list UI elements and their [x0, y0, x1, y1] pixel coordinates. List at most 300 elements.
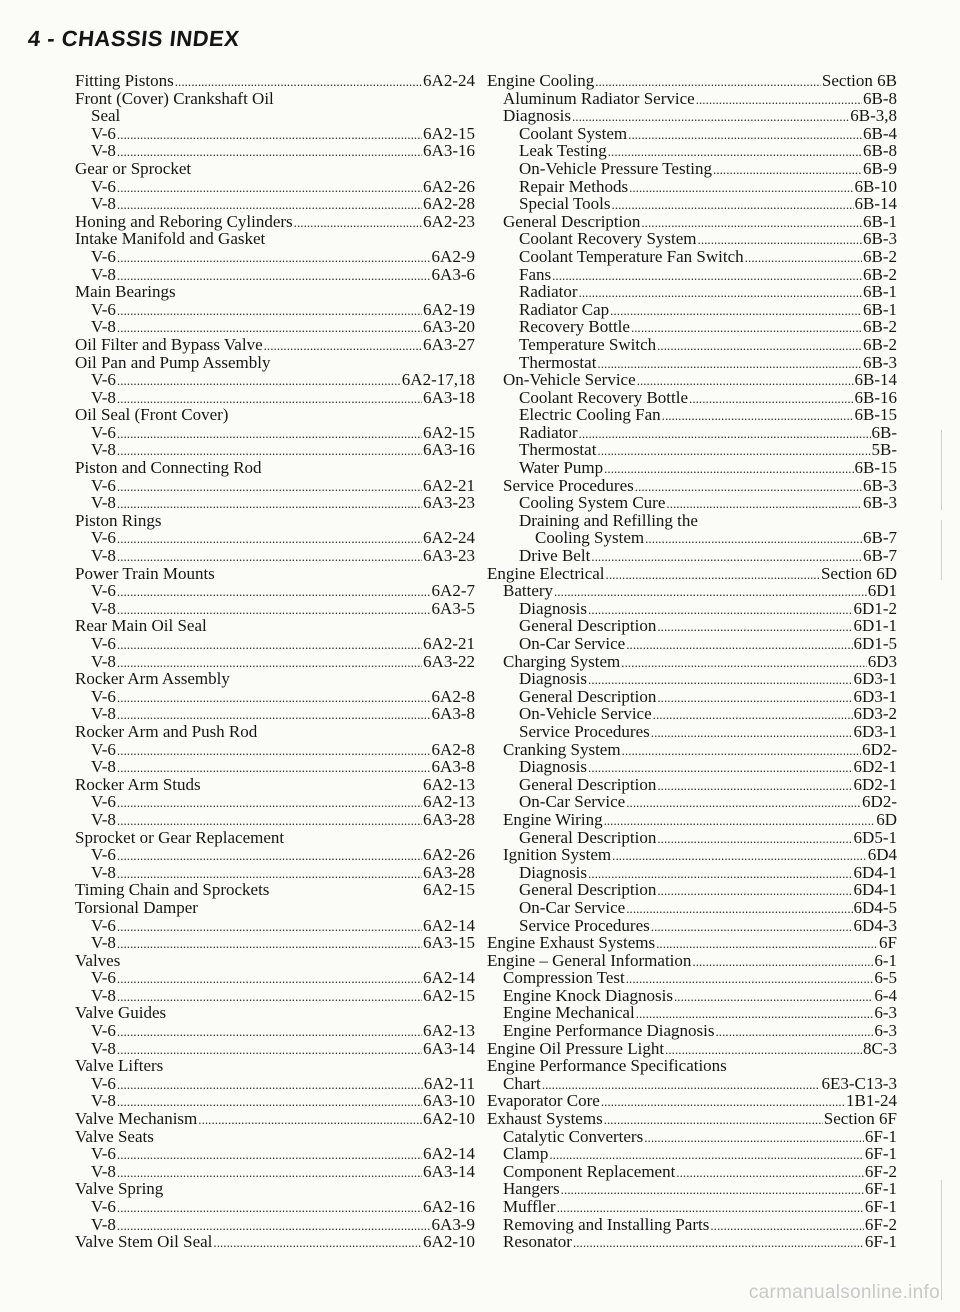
entry-label: Rocker Arm Assembly: [75, 669, 230, 689]
entry-page-ref: 6A2-13: [423, 774, 475, 794]
entry-label: Engine Performance Diagnosis: [503, 1021, 715, 1041]
entry-page-ref: 6F-2: [864, 1214, 897, 1234]
scan-edge-line: [941, 1180, 942, 1300]
entry-label: V-6: [91, 1197, 116, 1216]
entry-page-ref: Section 6D: [820, 563, 897, 583]
entry-label: Engine Oil Pressure Light: [487, 1038, 665, 1058]
index-entry: [487, 864, 897, 882]
entry-page-ref: 6A2-16: [423, 1197, 475, 1216]
dot-leader: [213, 1234, 422, 1252]
entry-label: Component Replacement: [503, 1161, 676, 1181]
entry-label: V-8: [91, 757, 116, 777]
entry-label: Valves: [75, 950, 121, 970]
index-entry: [75, 1004, 475, 1022]
index-entry: [75, 195, 475, 213]
entry-label: Radiator: [519, 282, 578, 302]
entry-label: Gear or Sprocket: [75, 158, 192, 178]
index-entry: [75, 529, 475, 547]
index-entry: [75, 1180, 475, 1198]
index-entry: [487, 441, 897, 459]
entry-label: General Description: [503, 211, 641, 231]
entry-label: V-6: [91, 176, 116, 196]
entry-page-ref: 6B-2: [863, 264, 897, 284]
entry-label: V-6: [91, 968, 116, 988]
index-column-right: [487, 72, 897, 1251]
index-entry: [75, 459, 475, 477]
index-entry: [487, 723, 897, 741]
index-entry: [487, 758, 897, 776]
index-entry: [487, 582, 897, 600]
index-entry: [75, 301, 475, 319]
dot-leader: [629, 179, 853, 197]
entry-page-ref: 6B-7: [863, 546, 897, 566]
index-entry: [487, 477, 897, 495]
entry-label: Valve Lifters: [75, 1056, 164, 1076]
dot-leader: [657, 337, 862, 355]
dot-leader: [117, 302, 422, 320]
entry-label: V-8: [91, 704, 116, 724]
entry-page-ref: 6A2-28: [423, 194, 475, 214]
dot-leader: [591, 548, 862, 566]
entry-label: Front (Cover) Crankshaft Oil: [75, 88, 274, 108]
entry-page-ref: 6B-: [871, 422, 897, 442]
entry-page-ref: 6A2-19: [423, 299, 475, 319]
entry-page-ref: 6A2-15: [423, 985, 475, 1005]
entry-label: Compression Test: [503, 968, 625, 988]
index-entry: [487, 283, 897, 301]
entry-page-ref: 6D5-1: [853, 827, 897, 847]
entry-label: V-6: [91, 528, 116, 548]
entry-label: Valve Mechanism: [75, 1109, 198, 1129]
dot-leader: [716, 1023, 874, 1041]
index-entry: [75, 160, 475, 178]
dot-leader: [117, 812, 422, 830]
index-entry: [487, 107, 897, 125]
index-entry: [487, 1004, 897, 1022]
index-entry: [487, 1092, 897, 1110]
index-entry: [487, 424, 897, 442]
entry-label: Torsional Damper: [75, 897, 198, 917]
entry-page-ref: 6F-1: [864, 1232, 897, 1252]
index-entry: [75, 987, 475, 1005]
entry-page-ref: 6D3-1: [853, 669, 897, 689]
dot-leader: [645, 530, 862, 548]
entry-page-ref: 6B-1: [863, 211, 897, 231]
entry-page-ref: 6B-15: [854, 458, 897, 478]
index-entry: [75, 881, 475, 899]
index-entry: [75, 1163, 475, 1181]
entry-page-ref: 6B-3: [863, 475, 897, 495]
scan-edge-line: [941, 430, 942, 510]
entry-page-ref: 6-4: [874, 985, 897, 1005]
dot-leader: [117, 249, 431, 267]
entry-page-ref: 6A2-24: [423, 528, 475, 548]
entry-label: Catalytic Converters: [503, 1126, 644, 1146]
entry-page-ref: 6D3: [867, 651, 897, 671]
entry-label: V-6: [91, 123, 116, 143]
entry-label: Special Tools: [519, 194, 611, 214]
index-entry: [487, 793, 897, 811]
entry-label: Ignition System: [503, 845, 612, 865]
entry-label: Aluminum Radiator Service: [503, 88, 695, 108]
dot-leader: [117, 478, 422, 496]
entry-label: General Description: [519, 774, 657, 794]
index-entry: [487, 565, 897, 583]
entry-page-ref: 6A2-10: [423, 1109, 475, 1129]
dot-leader: [117, 742, 431, 760]
entry-label: Exhaust Systems: [487, 1109, 603, 1129]
watermark-text: carmanualsonline.info: [748, 1282, 940, 1303]
entry-page-ref: 6A2-26: [423, 845, 475, 865]
entry-page-ref: 6A2-9: [431, 246, 475, 266]
entry-label: Repair Methods: [519, 176, 629, 196]
entry-page-ref: 6A3-27: [423, 334, 475, 354]
dot-leader: [626, 794, 861, 812]
entry-page-ref: 6A3-10: [423, 1091, 475, 1111]
entry-label: V-6: [91, 370, 116, 390]
entry-label: On-Car Service: [519, 792, 626, 812]
entry-page-ref: 6-3: [874, 1003, 897, 1023]
index-entry: [75, 178, 475, 196]
entry-page-ref: 6F-1: [864, 1144, 897, 1164]
entry-page-ref: 6A3-14: [423, 1038, 475, 1058]
index-entry: [487, 160, 897, 178]
dot-leader: [597, 442, 870, 460]
entry-label: Charging System: [503, 651, 621, 671]
index-entry: [75, 406, 475, 424]
entry-label: V-6: [91, 686, 116, 706]
entry-page-ref: 6A3-23: [423, 546, 475, 566]
entry-label: V-6: [91, 1144, 116, 1164]
entry-label: V-8: [91, 933, 116, 953]
dot-leader: [579, 425, 871, 443]
index-entry: [75, 1198, 475, 1216]
entry-page-ref: 6A2-14: [423, 915, 475, 935]
dot-leader: [175, 73, 422, 91]
entry-label: Recovery Bottle: [519, 317, 630, 337]
dot-leader: [689, 390, 853, 408]
index-entry: [75, 336, 475, 354]
dot-leader: [662, 407, 854, 425]
index-entry: [487, 494, 897, 512]
entry-page-ref: 6A3-14: [423, 1161, 475, 1181]
entry-page-ref: 6D4-5: [853, 897, 897, 917]
entry-label: Cranking System: [503, 739, 621, 759]
entry-page-ref: 5B-: [871, 440, 897, 460]
index-entry: [75, 125, 475, 143]
entry-label: Oil Seal (Front Cover): [75, 405, 229, 425]
dot-leader: [604, 460, 853, 478]
index-entry: [75, 107, 475, 125]
dot-leader: [117, 126, 422, 144]
entry-label: Engine Mechanical: [503, 1003, 635, 1023]
entry-page-ref: 6-3: [874, 1021, 897, 1041]
dot-leader: [117, 179, 422, 197]
index-entry: [75, 670, 475, 688]
dot-leader: [117, 1076, 423, 1094]
index-column-left: [75, 72, 475, 1251]
index-entry: [487, 125, 897, 143]
entry-page-ref: 6A2-14: [423, 968, 475, 988]
dot-leader: [610, 302, 862, 320]
entry-label: Muffler: [503, 1197, 556, 1216]
entry-page-ref: 6D1-2: [853, 598, 897, 618]
dot-leader: [644, 1129, 864, 1147]
entry-label: Coolant Recovery Bottle: [519, 387, 689, 407]
entry-label: Valve Guides: [75, 1003, 167, 1023]
entry-page-ref: 6F-1: [864, 1197, 897, 1216]
index-entry: [75, 600, 475, 618]
entry-page-ref: 6A3-15: [423, 933, 475, 953]
entry-page-ref: 6D3-1: [853, 686, 897, 706]
dot-leader: [606, 566, 820, 584]
dot-leader: [674, 988, 873, 1006]
entry-label: Drive Belt: [519, 546, 591, 566]
entry-page-ref: 6B-7: [863, 528, 897, 548]
index-entry: [487, 1216, 897, 1234]
index-entry: [487, 600, 897, 618]
entry-page-ref: 6A2-11: [423, 1073, 475, 1093]
entry-page-ref: 6B-2: [863, 246, 897, 266]
index-entry: [75, 969, 475, 987]
entry-label: Fitting Pistons: [75, 71, 174, 90]
entry-page-ref: 6B-3: [863, 352, 897, 372]
entry-page-ref: 6A2-23: [423, 211, 475, 231]
entry-label: V-8: [91, 264, 116, 284]
index-entry: [487, 354, 897, 372]
index-entry: [75, 758, 475, 776]
dot-leader: [604, 1111, 823, 1129]
entry-label: Piston Rings: [75, 510, 162, 530]
index-entry: [487, 142, 897, 160]
index-entry: [487, 90, 897, 108]
entry-page-ref: 6A3-22: [423, 651, 475, 671]
entry-page-ref: 6D2-: [862, 739, 897, 759]
index-entry: [487, 72, 897, 90]
index-entry: [487, 389, 897, 407]
entry-page-ref: 6A2-26: [423, 176, 475, 196]
entry-label: Seal: [91, 106, 121, 126]
entry-label: Removing and Installing Parts: [503, 1214, 710, 1234]
entry-label: Rocker Arm Studs: [75, 774, 201, 794]
dot-leader: [117, 1146, 422, 1164]
entry-page-ref: 6A2-15: [423, 880, 475, 900]
index-entry: [75, 512, 475, 530]
entry-page-ref: 1B1-24: [846, 1091, 897, 1111]
dot-leader: [117, 689, 431, 707]
index-entry: [487, 230, 897, 248]
dot-leader: [626, 636, 852, 654]
index-entry: [487, 881, 897, 899]
entry-page-ref: 6B-3: [863, 493, 897, 513]
entry-label: Cooling System: [535, 528, 645, 548]
index-entry: [75, 653, 475, 671]
index-entry: [487, 705, 897, 723]
index-entry: [75, 899, 475, 917]
entry-label: General Description: [519, 616, 657, 636]
dot-leader: [117, 847, 422, 865]
dot-leader: [198, 1111, 422, 1129]
entry-label: Engine Exhaust Systems: [487, 933, 656, 953]
dot-leader: [117, 636, 422, 654]
entry-label: Radiator Cap: [519, 299, 610, 319]
dot-leader: [117, 794, 422, 812]
entry-page-ref: 6A2-21: [423, 475, 475, 495]
index-entry: [75, 494, 475, 512]
index-entry: [487, 1022, 897, 1040]
dot-leader: [604, 812, 876, 830]
index-entry: [75, 142, 475, 160]
index-entry: [487, 670, 897, 688]
entry-label: Engine Knock Diagnosis: [503, 985, 673, 1005]
index-entry: [487, 1057, 897, 1075]
dot-leader: [745, 249, 862, 267]
index-entry: [487, 178, 897, 196]
index-entry: [75, 266, 475, 284]
index-entry: [75, 688, 475, 706]
entry-page-ref: 6A3-18: [423, 387, 475, 407]
index-entry: [487, 301, 897, 319]
entry-page-ref: 6B-8: [863, 141, 897, 161]
entry-label: V-6: [91, 739, 116, 759]
entry-page-ref: 6D: [876, 809, 897, 829]
entry-label: Diagnosis: [519, 598, 587, 618]
index-entry: [75, 811, 475, 829]
entry-page-ref: 6A2-13: [423, 792, 475, 812]
entry-label: Water Pump: [519, 458, 604, 478]
entry-label: V-8: [91, 1091, 116, 1111]
entry-page-ref: 6A3-28: [423, 862, 475, 882]
entry-page-ref: 6A2-24: [423, 71, 475, 90]
dot-leader: [117, 1023, 422, 1041]
index-entry: [75, 90, 475, 108]
entry-page-ref: 6B-14: [854, 370, 897, 390]
entry-page-ref: 6A3-9: [431, 1214, 475, 1234]
entry-label: V-8: [91, 317, 116, 337]
index-entry: [487, 811, 897, 829]
entry-page-ref: 6A2-17,18: [401, 370, 475, 390]
entry-page-ref: 6A2-15: [423, 123, 475, 143]
index-entry: [487, 371, 897, 389]
entry-label: Main Bearings: [75, 282, 176, 302]
entry-label: V-6: [91, 845, 116, 865]
index-entry: [487, 318, 897, 336]
entry-label: On-Vehicle Service: [503, 370, 636, 390]
entry-label: V-8: [91, 493, 116, 513]
entry-label: V-6: [91, 299, 116, 319]
entry-label: Engine Wiring: [503, 809, 603, 829]
dot-leader: [579, 284, 862, 302]
entry-page-ref: 6A3-20: [423, 317, 475, 337]
index-entry: [487, 776, 897, 794]
dot-leader: [117, 918, 422, 936]
entry-label: V-8: [91, 1038, 116, 1058]
entry-label: Temperature Switch: [519, 334, 657, 354]
index-entry: [75, 1022, 475, 1040]
index-entry: [75, 283, 475, 301]
entry-page-ref: 6D2-: [862, 792, 897, 812]
index-entry: [487, 934, 897, 952]
entry-page-ref: 6A2-8: [431, 686, 475, 706]
entry-label: V-8: [91, 651, 116, 671]
index-entry: [487, 406, 897, 424]
entry-page-ref: 6A3-16: [423, 141, 475, 161]
entry-page-ref: 6B-1: [863, 299, 897, 319]
index-entry: [75, 213, 475, 231]
dot-leader: [710, 1217, 864, 1235]
entry-page-ref: 6A2-14: [423, 1144, 475, 1164]
index-entry: [75, 1040, 475, 1058]
dot-leader: [561, 1181, 864, 1199]
entry-label: V-8: [91, 985, 116, 1005]
entry-label: Diagnosis: [519, 669, 587, 689]
entry-label: Battery: [503, 581, 554, 601]
dot-leader: [612, 196, 854, 214]
entry-page-ref: 6A2-7: [431, 581, 475, 601]
dot-leader: [657, 882, 852, 900]
index-entry: [487, 635, 897, 653]
index-entry: [487, 529, 897, 547]
dot-leader: [657, 618, 852, 636]
entry-page-ref: 6F-2: [864, 1161, 897, 1181]
index-entry: [75, 565, 475, 583]
entry-label: V-8: [91, 546, 116, 566]
entry-label: Coolant System: [519, 123, 628, 143]
index-entry: [75, 934, 475, 952]
entry-page-ref: 6D4: [867, 845, 897, 865]
entry-page-ref: 6D3-2: [853, 704, 897, 724]
index-entry: [487, 1198, 897, 1216]
entry-page-ref: 6D4-3: [853, 915, 897, 935]
entry-label: Diagnosis: [519, 862, 587, 882]
dot-leader: [117, 1199, 422, 1217]
entry-label: On-Vehicle Pressure Testing: [519, 158, 713, 178]
index-entry: [487, 512, 897, 530]
entry-page-ref: 6A2-10: [423, 1232, 475, 1252]
entry-label: General Description: [519, 827, 657, 847]
index-entry: [75, 1128, 475, 1146]
entry-label: V-8: [91, 1161, 116, 1181]
index-entry: [487, 917, 897, 935]
index-entry: [487, 195, 897, 213]
entry-label: V-8: [91, 387, 116, 407]
index-entry: [75, 617, 475, 635]
entry-page-ref: 6-5: [874, 968, 897, 988]
index-entry: [75, 389, 475, 407]
entry-label: V-8: [91, 862, 116, 882]
entry-label: V-6: [91, 246, 116, 266]
entry-page-ref: 6A2-13: [423, 1021, 475, 1041]
index-entry: [487, 547, 897, 565]
entry-page-ref: 6B-1: [863, 282, 897, 302]
dot-leader: [651, 918, 853, 936]
index-entry: [75, 635, 475, 653]
entry-page-ref: 8C-3: [863, 1038, 897, 1058]
entry-page-ref: 6D3-1: [853, 721, 897, 741]
dot-leader: [626, 900, 852, 918]
index-entry: [487, 1163, 897, 1181]
entry-page-ref: 6-1: [874, 950, 897, 970]
index-entry: [487, 1128, 897, 1146]
index-entry: [487, 741, 897, 759]
index-entry: [487, 969, 897, 987]
entry-page-ref: 6B-14: [854, 194, 897, 214]
entry-page-ref: 6D2-1: [853, 757, 897, 777]
dot-leader: [117, 583, 431, 601]
entry-label: Service Procedures: [503, 475, 634, 495]
entry-page-ref: 6D1-5: [853, 634, 897, 653]
dot-leader: [557, 1199, 864, 1217]
